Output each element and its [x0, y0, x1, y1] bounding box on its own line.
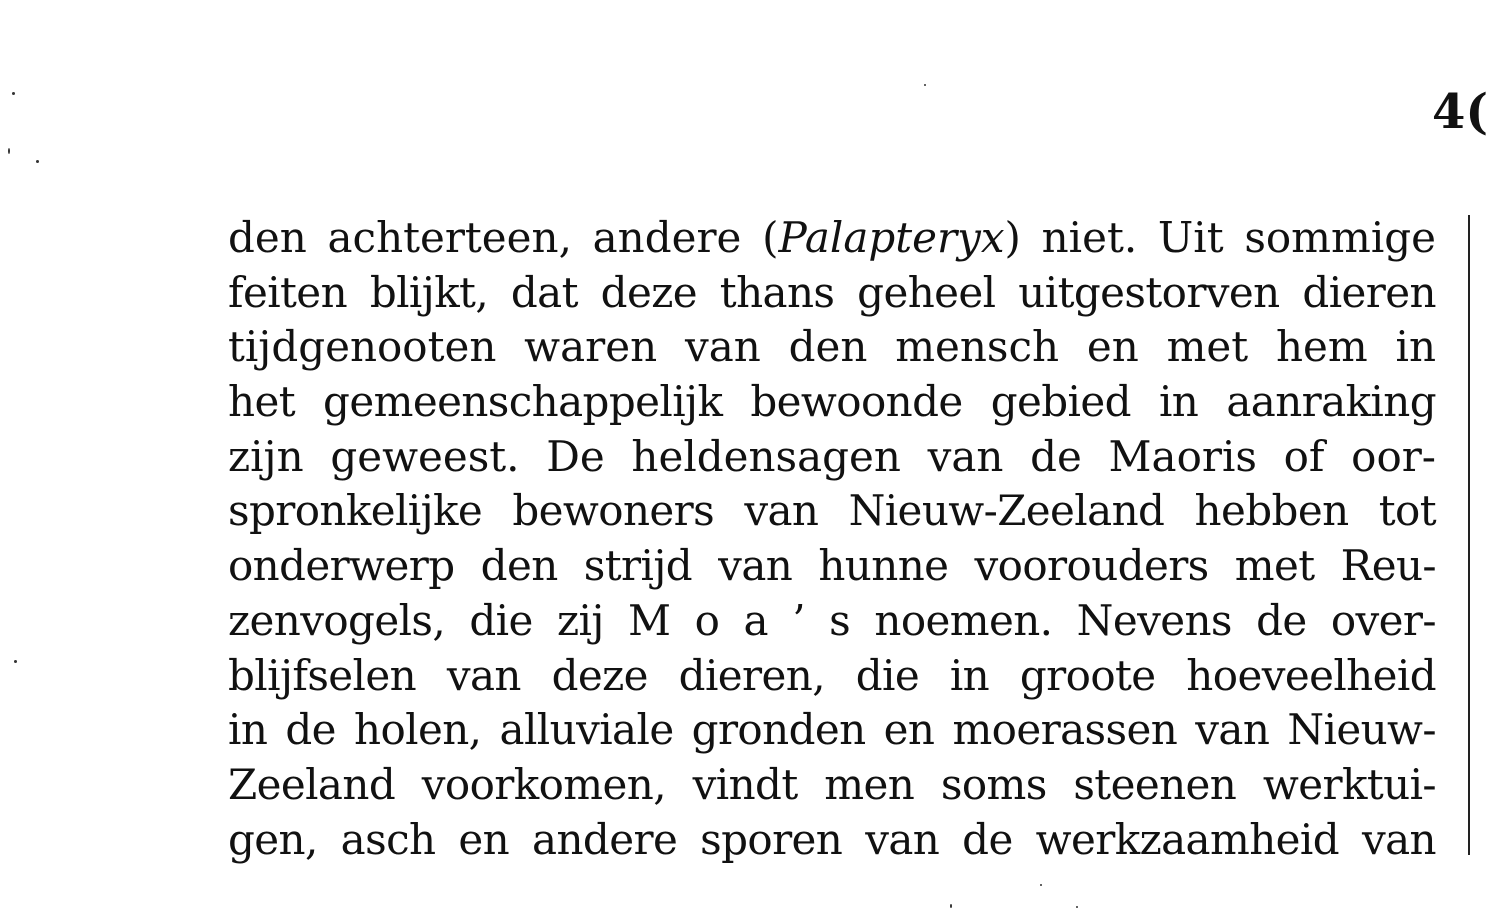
body-text	[228, 211, 1436, 867]
text-line-12: gen, asch en andere sporen van de werkzaamheid van	[228, 814, 1436, 864]
text-line-11: Zeeland voorkomen, vindt men soms steenen werktui-	[228, 759, 1436, 809]
text-line-3: tijdgenooten waren van den mensch en met hem in	[228, 322, 1436, 372]
text-line-4: het gemeenschappelijk bewoonde gebied in aanraking	[228, 377, 1436, 427]
paper-speck	[1076, 906, 1078, 908]
text-line-1-end: ) niet. Uit sommige	[1004, 213, 1436, 262]
paper-speck	[14, 660, 17, 663]
genus-name-italic: Palapteryx	[778, 213, 1005, 262]
paper-speck	[1040, 884, 1042, 886]
paper-speck	[950, 904, 952, 908]
text-line-6: spronkelijke bewoners van Nieuw-Zeeland hebben tot	[228, 486, 1436, 536]
text-line-10: in de holen, alluviale gronden en moerassen van Nieuw-	[228, 705, 1436, 755]
page-number: 4(	[1432, 84, 1488, 140]
paper-speck	[36, 160, 39, 163]
paper-speck	[12, 92, 15, 95]
text-line-7: onderwerp den strijd van hunne voorouders met Reu-	[228, 541, 1436, 591]
text-line-1	[228, 211, 1436, 266]
paper-speck	[8, 148, 10, 154]
text-line-9: blijfselen van deze dieren, die in groote hoeveelheid	[228, 650, 1436, 700]
paper-speck	[924, 84, 926, 86]
text-line-5: zijn geweest. De heldensagen van de Maoris of oor-	[228, 431, 1436, 481]
text-line-8: zenvogels, die zij M o a ’ s noemen. Nevens de over-	[228, 595, 1436, 645]
page-edge-rule	[1468, 215, 1470, 855]
text-line-2: feiten blijkt, dat deze thans geheel uitgestorven dieren	[228, 267, 1436, 317]
text-line-1-start: den achterteen, andere (	[228, 213, 779, 262]
